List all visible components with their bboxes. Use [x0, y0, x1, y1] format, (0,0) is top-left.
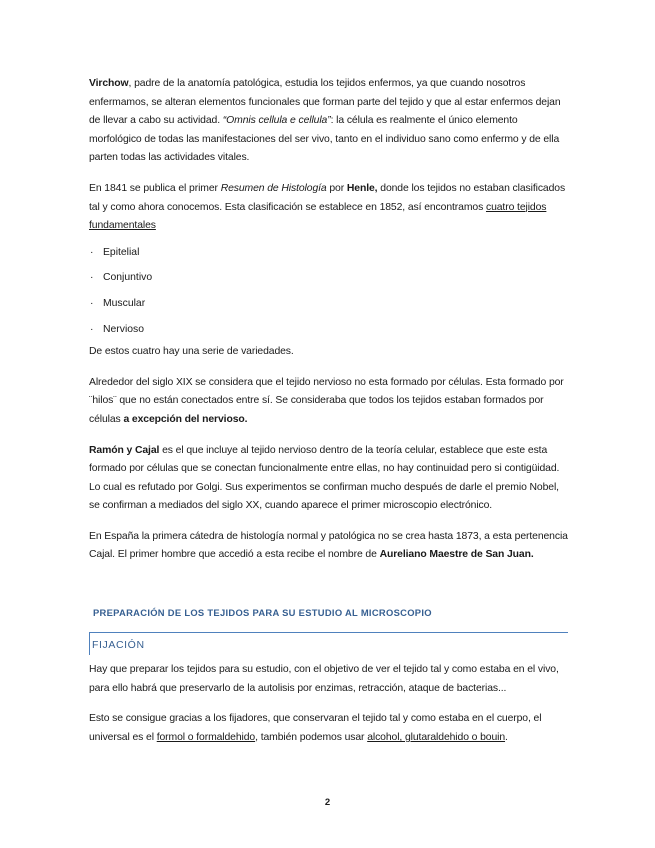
- paragraph-text: : la célula es realmente el único elemento morfológico de todas las manifestaciones del ser vivo, tanto en el individuo sano como enfermo y de ella parten todas las actividades vitales.: [89, 115, 560, 164]
- subsection-title: FIJACIÓN: [89, 632, 568, 655]
- list-item-label: Conjuntivo: [103, 272, 153, 284]
- list-item-label: Epitelial: [103, 246, 140, 258]
- underlined-term: formol o formaldehido: [156, 731, 256, 743]
- paragraph-text: En 1841 se publica el primer: [89, 182, 221, 194]
- paragraph-text: es el que incluye al tejido nervioso dentro de la teoría celular, establece que este esta formado por células que se conectan funcionalmente entre ellas, no hay continuidad pero si contigüidad. Lo cual es refutado por Golgi. Sus experimentos se confirman mucho después de darle el premio Nobel, se confirman a mediados del siglo XX, cuando aparece el primer microscopio electrónico.: [89, 444, 560, 512]
- paragraph-text: .: [505, 731, 508, 743]
- section-title: PREPARACIÓN DE LOS TEJIDOS PARA SU ESTUDIO AL MICROSCOPIO: [93, 607, 432, 619]
- paragraph-text: Esto se consigue gracias a los fijadores, que conservaran el tejido tal y como estaba en el cuerpo, el universal es el: [89, 713, 542, 743]
- page-content: [89, 72, 571, 747]
- name-henle: Henle,: [346, 182, 378, 194]
- paragraph-text: , padre de la anatomía patológica, estudia los tejidos enfermos, ya que cuando nosotros enfermamos, se alteran elementos funcionales que forman parte del tejido y que al estar enfermos dejan de llevar a cabo su actividad.: [89, 78, 561, 127]
- page-number: 2: [324, 797, 331, 808]
- paragraph-henle: [89, 180, 571, 236]
- paragraph-text: , también podemos usar: [255, 731, 368, 743]
- name-cajal: Ramón y Cajal: [89, 444, 160, 456]
- name-maestre: Aureliano Maestre de San Juan.: [379, 549, 534, 561]
- bullet-icon: ·: [90, 246, 94, 258]
- paragraph-text: donde los tejidos no estaban clasificados tal y como ahora conocemos. Esta clasificación se establece en 1852, así encontramos: [89, 182, 566, 213]
- paragraph-fijadores: [89, 710, 571, 747]
- list-item-label: Muscular: [103, 297, 146, 309]
- paragraph-virchow: [89, 75, 571, 168]
- list-item-label: Nervioso: [103, 323, 144, 335]
- bullet-icon: ·: [90, 272, 94, 284]
- list-item: [89, 295, 571, 313]
- bullet-icon: ·: [90, 323, 94, 335]
- bold-phrase: a excepción del nervioso.: [123, 413, 248, 425]
- list-item: [89, 244, 571, 262]
- underlined-term: alcohol, glutaraldehido o bouin: [367, 731, 506, 743]
- tissue-list: [89, 244, 571, 339]
- paragraph-cajal: [89, 442, 571, 516]
- paragraph-text: por: [326, 182, 347, 194]
- paragraph-text: Alrededor del siglo XIX se considera que el tejido nervioso no esta formado por células. Esta formado por ¨hilos¨ que no están conectados entre sí. Se consideraba que todos los tejidos estaban formados por células: [89, 376, 564, 425]
- paragraph-espana: [89, 528, 571, 565]
- paragraph-fijacion: Hay que preparar los tejidos para su estudio, con el objetivo de ver el tejido tal y como estaba en el vivo, para ello habrá que preservarlo de la autolisis por enzimas, retracción, ataque de bacterias...: [89, 664, 559, 694]
- list-item: [89, 269, 571, 287]
- paragraph-variedades: De estos cuatro hay una serie de variedades.: [89, 346, 294, 358]
- list-item: [89, 321, 571, 339]
- bullet-icon: ·: [90, 297, 94, 309]
- book-title: Resumen de Histología: [220, 182, 327, 194]
- latin-quote: “Omnis cellula e cellula”: [222, 115, 331, 127]
- paragraph-text: En España la primera cátedra de histología normal y patológica no se crea hasta 1873, a esta pertenencia Cajal. El primer hombre que accedió a esta recibe el nombre de: [89, 530, 568, 561]
- name-virchow: Virchow: [89, 78, 129, 89]
- underlined-term: cuatro tejidos fundamentales: [89, 201, 547, 232]
- paragraph-siglo-xix: [89, 374, 571, 430]
